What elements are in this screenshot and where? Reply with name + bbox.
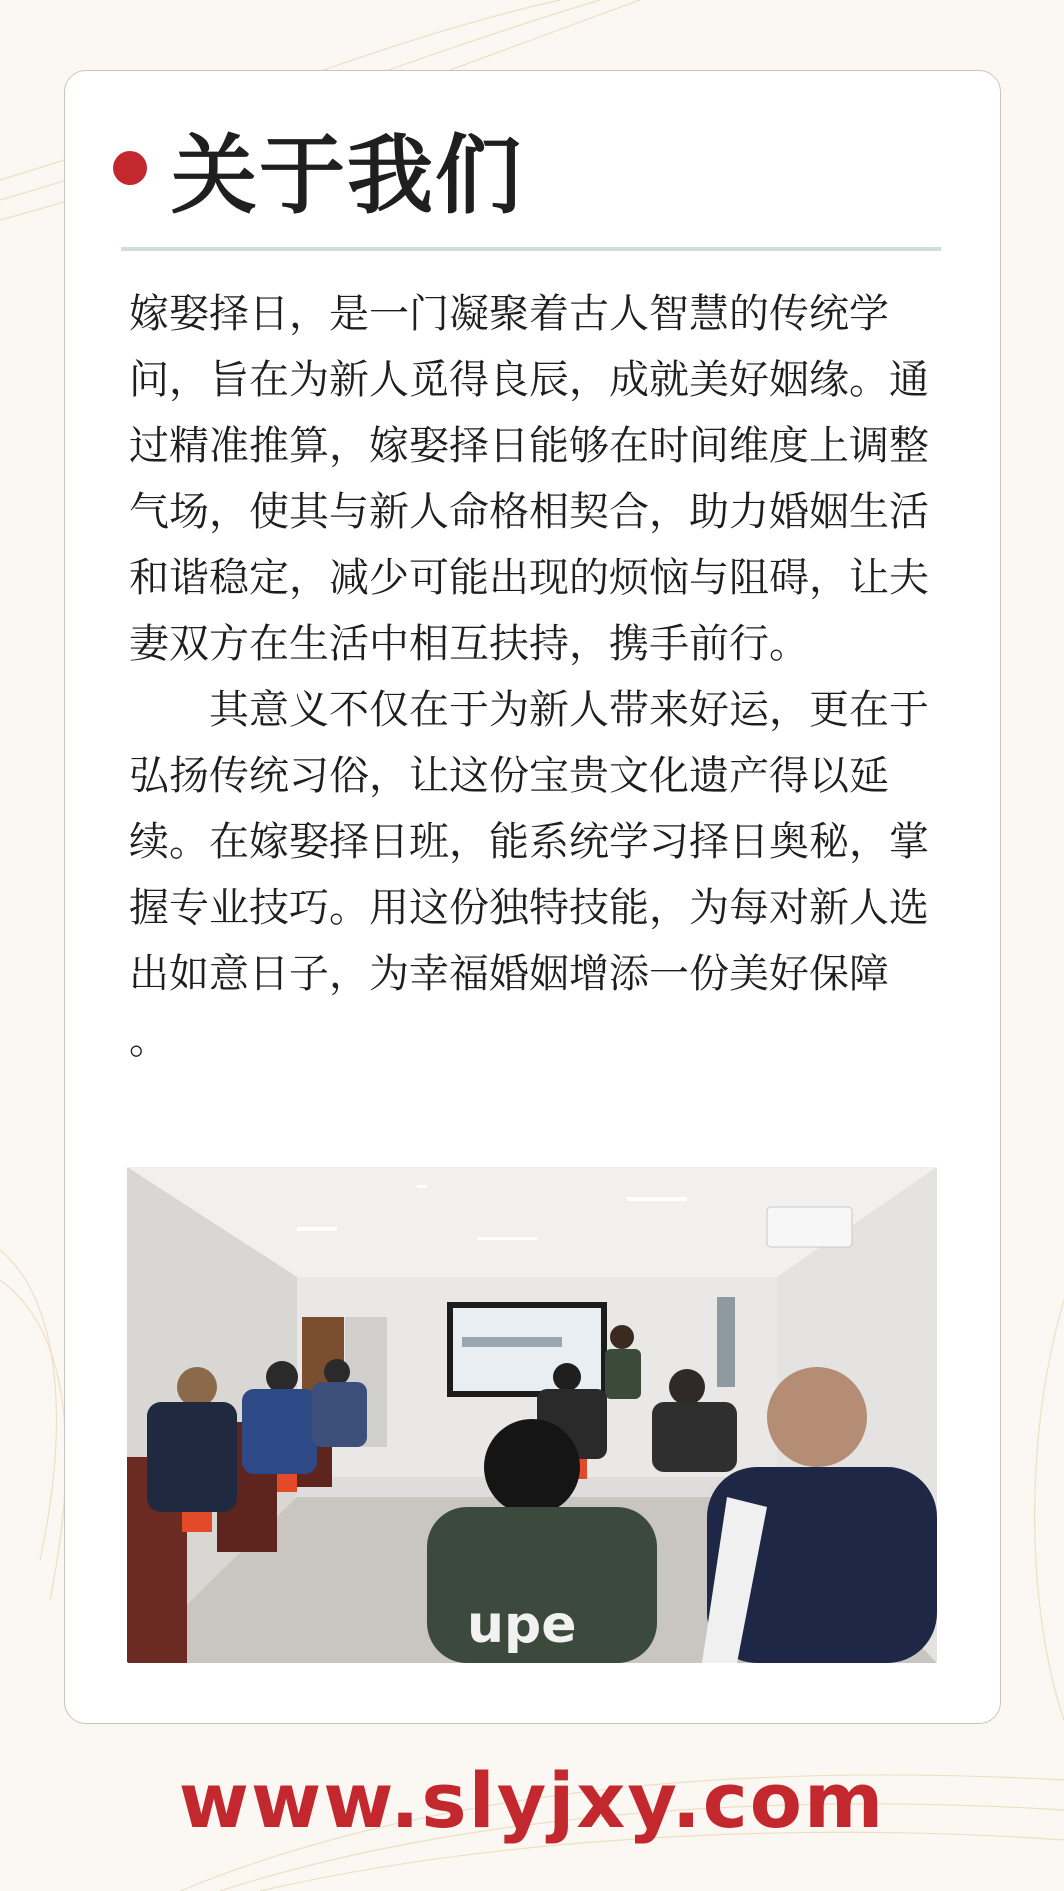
bullet-dot-icon — [113, 151, 147, 185]
classroom-photo — [127, 1167, 937, 1663]
body-text — [129, 281, 941, 1073]
about-card — [64, 70, 1001, 1724]
page-title: 关于我们 — [171, 125, 523, 226]
svg-text:upe: upe — [467, 1595, 577, 1655]
title-row — [113, 113, 523, 226]
paragraph-1: 嫁娶择日，是一门凝聚着古人智慧的传统学问，旨在为新人觅得良辰，成就美好姻缘。通过精准推算，嫁娶择日能够在时间维度上调整气场，使其与新人命格相契合，助力婚姻生活和谐稳定，减少可能出现的烦恼与阻碍，让夫妻双方在生活中相互扶持，携手前行。 — [129, 291, 929, 667]
website-url[interactable]: www.slyjxy.com — [178, 1756, 886, 1845]
paragraph-2: 其意义不仅在于为新人带来好运，更在于弘扬传统习俗，让这份宝贵文化遗产得以延续。在嫁娶择日班，能系统学习择日奥秘，掌握专业技巧。用这份独特技能，为每对新人选出如意日子，为幸福婚姻增添一份美好保障 。 — [129, 687, 929, 1063]
title-divider — [121, 247, 941, 251]
